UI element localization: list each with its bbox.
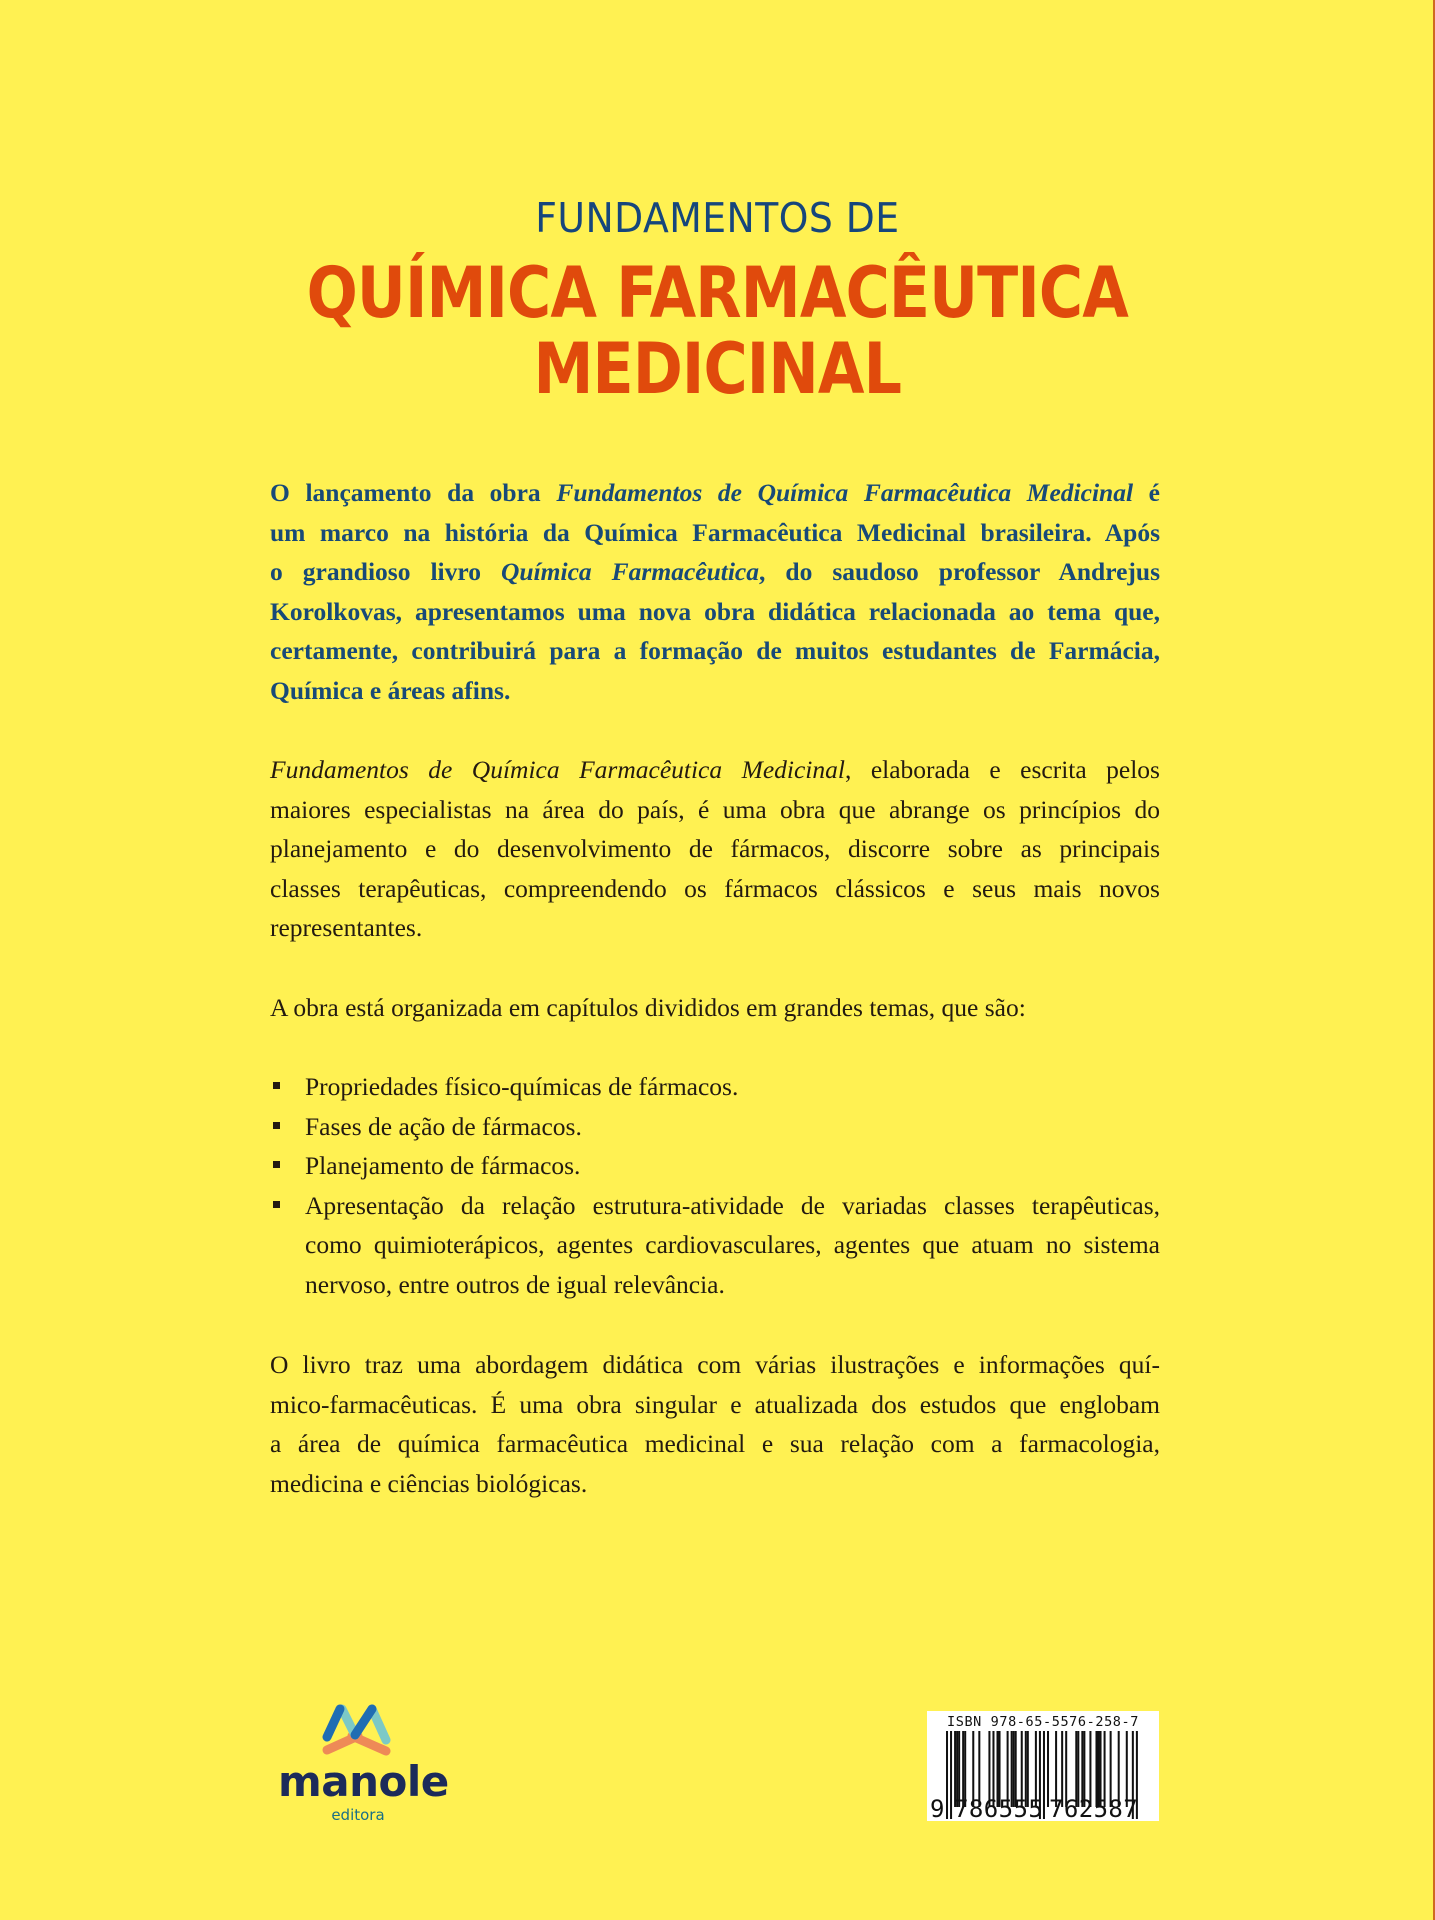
text-line [305,1265,1160,1305]
text-line [270,631,1160,671]
barcode-digits-right: 762587 [1049,1795,1139,1823]
text-segment: planejamento e do desenvolvimento de fármacos, discorre sobre as principais [270,834,1160,864]
topics-list [270,1067,1160,1305]
text-segment: maiores especialistas na área do país, é uma obra que abrange os princípios do [270,794,1160,824]
italic-title-reference: Fundamentos de Química Farmacêutica Medicinal [270,755,845,784]
list-item [270,1107,1160,1147]
description-paragraph [270,750,1160,948]
text-segment: o grandioso livro [270,557,501,587]
text-line [270,473,1160,513]
text-line [270,908,1160,948]
title-prefix: FUNDAMENTOS DE [535,194,900,242]
text-segment: representantes. [270,913,423,943]
text-segment: medicina e ciências biológicas. [270,1468,588,1498]
text-line [305,1225,1160,1265]
text-segment: O lançamento da obra [270,478,557,507]
manole-m-logo-icon [278,1700,438,1760]
text-line [270,988,1160,1028]
square-bullet-icon [273,1082,280,1089]
text-segment: , elaborada e escrita pelos [844,755,1160,784]
text-line [270,552,1160,592]
title-main-line-2: MEDICINAL [533,328,902,410]
text-segment: é [1133,478,1160,507]
square-bullet-icon [273,1122,280,1129]
publisher-logo [278,1700,449,1830]
text-line [270,1424,1160,1464]
text-segment: Apresentação da relação estrutura-atividade de variadas classes terapêuticas, [305,1190,1160,1220]
italic-title-reference: Química Farmacêutica [501,557,759,587]
text-line [305,1146,1160,1186]
barcode-digit-first: 9 [930,1795,945,1823]
square-bullet-icon [273,1201,280,1208]
barcode-digits-left: 786555 [954,1795,1044,1823]
title-main-line-1: QUÍMICA FARMACÊUTICA [306,252,1128,334]
text-line [270,1345,1160,1385]
text-segment: mico-farmacêuticas. É uma obra singular e atualizada dos estudos que englobam [270,1389,1160,1419]
text-segment: nervoso, entre outros de igual relevância. [305,1269,725,1299]
text-line [270,1385,1160,1425]
square-bullet-icon [273,1161,280,1168]
text-segment: Korolkovas, apresentamos uma nova obra didática relacionada ao tema que, [270,596,1160,626]
text-line [270,869,1160,909]
text-line [270,1464,1160,1504]
list-item [270,1146,1160,1186]
text-line [305,1186,1160,1226]
text-segment: certamente, contribuirá para a formação de muitos estudantes de Farmácia, [270,636,1160,666]
text-line [305,1067,1160,1107]
publisher-name: manole [278,1757,449,1806]
isbn-barcode [927,1711,1159,1821]
text-line [270,513,1160,553]
text-line [270,671,1160,711]
text-segment: a área de química farmacêutica medicinal e sua relação com a farmacologia, [270,1429,1160,1459]
text-segment: como quimioterápicos, agentes cardiovasculares, agentes que atuam no sistema [305,1230,1160,1260]
text-line [270,592,1160,632]
text-segment: Fases de ação de fármacos. [305,1111,582,1141]
publisher-subtitle: editora [331,1806,385,1824]
text-segment: O livro traz uma abordagem didática com várias ilustrações e informações quí- [270,1350,1160,1379]
text-segment: Propriedades físico-químicas de fármacos. [305,1072,739,1101]
italic-title-reference: Fundamentos de Química Farmacêutica Medicinal [556,478,1134,507]
intro-paragraph [270,473,1160,711]
text-segment: um marco na história da Química Farmacêutica Medicinal brasileira. Após [270,517,1160,547]
text-segment: Planejamento de fármacos. [305,1151,581,1181]
isbn-label: ISBN 978-65-5576-258-7 [946,1714,1139,1730]
text-line [270,829,1160,869]
list-item [270,1186,1160,1305]
text-line [270,790,1160,830]
text-segment: classes terapêuticas, compreendendo os fármacos clássicos e seus mais novos [270,873,1160,903]
organization-intro [270,988,1160,1028]
list-item [270,1067,1160,1107]
text-segment: , do saudoso professor Andrejus [759,557,1160,587]
text-segment: A obra está organizada em capítulos divididos em grandes temas, que são: [270,993,1026,1022]
text-line [270,750,1160,790]
text-line [305,1107,1160,1147]
text-segment: Química e áreas afins. [270,675,511,705]
closing-paragraph [270,1345,1160,1503]
